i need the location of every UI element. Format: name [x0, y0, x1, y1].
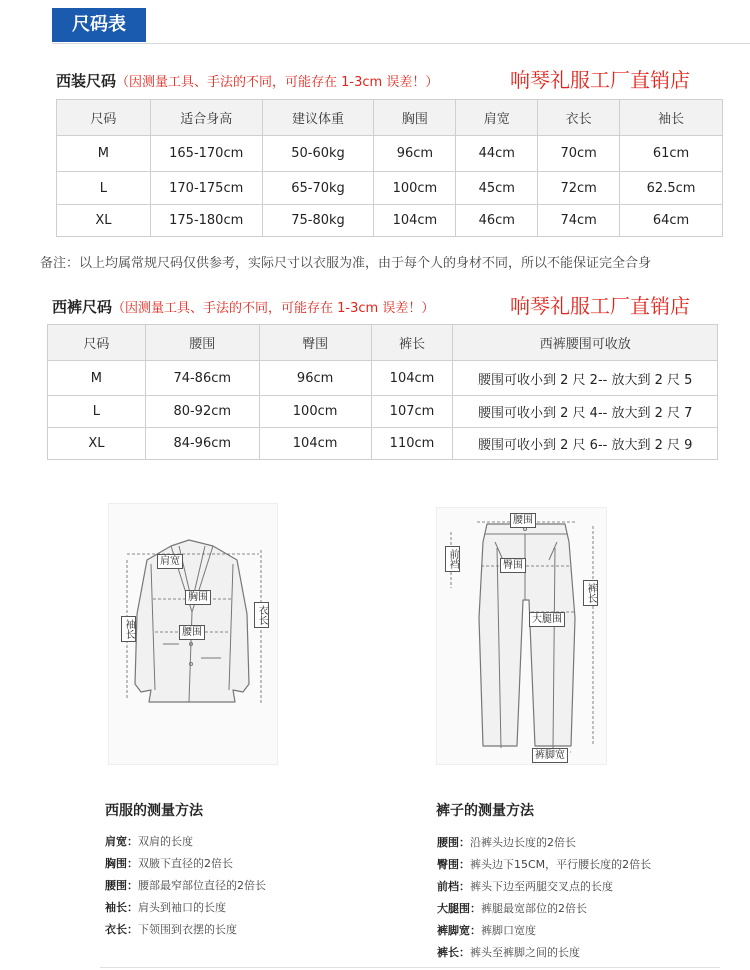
list-item: 裤脚宽：裤脚口宽度	[437, 924, 536, 937]
table-cell: 65-70kg	[262, 172, 374, 205]
table-cell: XL	[48, 428, 146, 460]
table-cell: 腰围可收小到 2 尺 4-- 放大到 2 尺 7	[453, 396, 718, 428]
page-title-badge: 尺码表	[52, 8, 146, 42]
footer-divider	[100, 967, 720, 968]
pants-section-title	[52, 296, 434, 317]
list-item: 腰围：腰部最窄部位直径的2倍长	[105, 879, 266, 892]
column-header: 西裤腰围可收放	[453, 325, 718, 361]
table-cell: XL	[57, 205, 151, 237]
table-cell: 170-175cm	[150, 172, 262, 205]
suit-size-table	[56, 99, 723, 237]
column-header: 衣长	[538, 100, 620, 136]
column-header: 建议体重	[262, 100, 374, 136]
column-header: 袖长	[620, 100, 723, 136]
column-header: 臀围	[259, 325, 371, 361]
column-header: 适合身高	[150, 100, 262, 136]
table-cell: 84-96cm	[145, 428, 259, 460]
list-item: 腰围：沿裤头边长度的2倍长	[437, 836, 576, 849]
length-label: 衣长	[254, 602, 269, 628]
pants-note: （因测量工具、手法的不同，可能存在 1-3cm 误差！）	[112, 301, 435, 316]
suit-note: （因测量工具、手法的不同，可能存在 1-3cm 误差！）	[116, 75, 439, 90]
pants-drawing	[437, 508, 608, 766]
table-cell: L	[57, 172, 151, 205]
table-cell: 100cm	[374, 172, 456, 205]
column-header: 肩宽	[456, 100, 538, 136]
table-cell: 110cm	[371, 428, 453, 460]
table-cell: 46cm	[456, 205, 538, 237]
pants-brand: 响琴礼服工厂直销店	[510, 294, 690, 318]
table-row	[57, 172, 723, 205]
table-cell: 107cm	[371, 396, 453, 428]
table-cell: 75-80kg	[262, 205, 374, 237]
table-cell: 70cm	[538, 136, 620, 172]
suit-method-list	[105, 831, 266, 941]
table-cell: M	[48, 361, 146, 396]
table-cell: 50-60kg	[262, 136, 374, 172]
suit-title: 西装尺码	[56, 72, 117, 90]
pants-table-header	[48, 325, 718, 361]
table-cell: 80-92cm	[145, 396, 259, 428]
pants-title: 西裤尺码	[52, 298, 113, 316]
column-header: 尺码	[57, 100, 151, 136]
thigh-label: 大腿围	[529, 612, 565, 627]
shoulder-label: 肩宽	[157, 554, 183, 569]
table-cell: 44cm	[456, 136, 538, 172]
pants-method-title: 裤子的测量方法	[436, 803, 534, 819]
list-item: 臀围：裤头边下15CM，平行腰长度的2倍长	[437, 858, 652, 871]
column-header: 尺码	[48, 325, 146, 361]
column-header: 胸围	[374, 100, 456, 136]
suit-method-title: 西服的测量方法	[105, 803, 203, 819]
pants-size-table	[47, 324, 718, 460]
chest-label: 胸围	[185, 590, 211, 605]
table-cell: 45cm	[456, 172, 538, 205]
hem-label: 裤脚宽	[532, 748, 568, 763]
table-cell: 104cm	[371, 361, 453, 396]
rise-label: 前裆	[445, 546, 460, 572]
list-item: 衣长：下领围到衣摆的长度	[105, 923, 237, 936]
table-cell: 74-86cm	[145, 361, 259, 396]
remark-text: 备注：以上均属常规尺码仅供参考，实际尺寸以衣服为准，由于每个人的身材不同，所以不能保证完全合身	[40, 256, 652, 271]
list-item: 袖长：肩头到袖口的长度	[105, 901, 226, 914]
pants-diagram	[436, 507, 607, 765]
waist-label: 腰围	[179, 625, 205, 640]
table-row	[57, 205, 723, 237]
table-cell: 61cm	[620, 136, 723, 172]
list-item: 裤长：裤头至裤脚之间的长度	[437, 946, 580, 959]
table-cell: 72cm	[538, 172, 620, 205]
table-cell: 100cm	[259, 396, 371, 428]
column-header: 裤长	[371, 325, 453, 361]
table-cell: 腰围可收小到 2 尺 2-- 放大到 2 尺 5	[453, 361, 718, 396]
table-cell: 165-170cm	[150, 136, 262, 172]
list-item: 肩宽：双肩的长度	[105, 835, 193, 848]
table-row	[57, 136, 723, 172]
table-cell: 62.5cm	[620, 172, 723, 205]
list-item: 前档：裤头下边至两腿交叉点的长度	[437, 880, 613, 893]
jacket-diagram	[108, 503, 278, 765]
table-cell: M	[57, 136, 151, 172]
table-cell: 74cm	[538, 205, 620, 237]
waist-label: 腰围	[510, 513, 536, 528]
table-cell: 104cm	[374, 205, 456, 237]
table-cell: 96cm	[259, 361, 371, 396]
table-cell: L	[48, 396, 146, 428]
pants-method-list	[437, 832, 651, 964]
table-cell: 96cm	[374, 136, 456, 172]
table-cell: 104cm	[259, 428, 371, 460]
table-cell: 175-180cm	[150, 205, 262, 237]
list-item: 胸围：双腋下直径的2倍长	[105, 857, 233, 870]
table-row	[48, 396, 718, 428]
sleeve-label: 袖长	[121, 616, 136, 642]
suit-section-title	[56, 70, 438, 91]
column-header: 腰围	[145, 325, 259, 361]
suit-table-header	[57, 100, 723, 136]
table-cell: 64cm	[620, 205, 723, 237]
table-row	[48, 428, 718, 460]
list-item: 大腿围：裤腿最宽部位的2倍长	[437, 902, 587, 915]
suit-brand: 响琴礼服工厂直销店	[510, 68, 690, 92]
pants-length-label: 裤长	[583, 580, 598, 606]
table-row	[48, 361, 718, 396]
hip-label: 臀围	[500, 558, 526, 573]
header-divider	[52, 43, 750, 44]
table-cell: 腰围可收小到 2 尺 6-- 放大到 2 尺 9	[453, 428, 718, 460]
